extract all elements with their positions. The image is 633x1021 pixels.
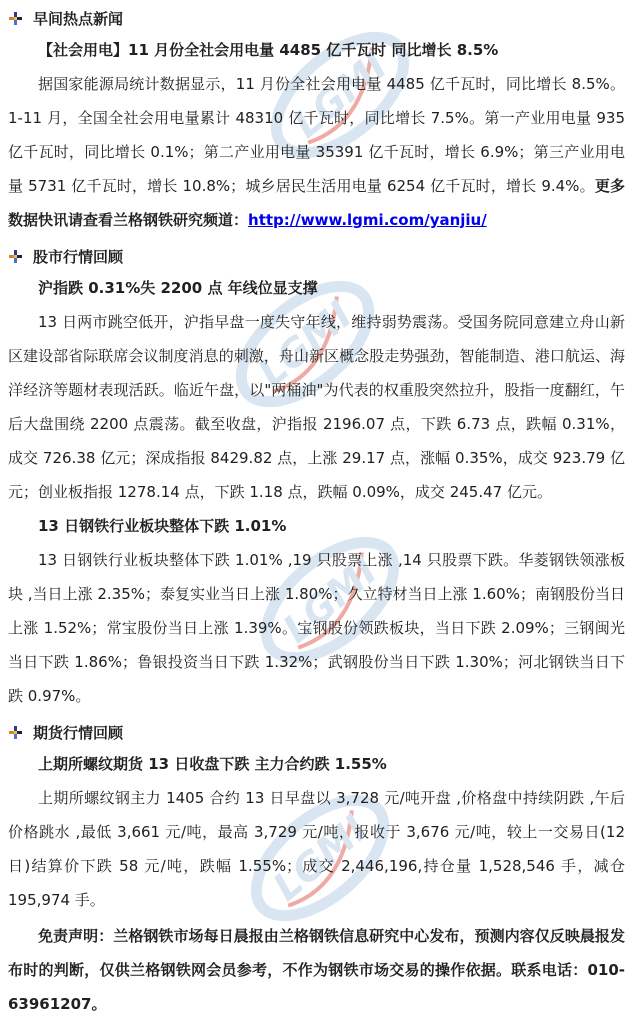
paragraph-electricity-text: 据国家能源局统计数据显示，11 月份全社会用电量 4485 亿千瓦时，同比增长 8.5%。1-11 月，全国全社会用电量累计 48310 亿千瓦时，同比增长 7.5%。第一产业用电量 935 亿千瓦时，同比增长 0.1%；第二产业用电量 35391 亿千瓦时，增长 6.9%；第三产业用电量 5731 亿千瓦时，增长 10.8%；城乡居民生活用电量 6254 亿千瓦时，增长 9.4%。 (8, 75, 625, 195)
section-header-stock-review (8, 241, 625, 271)
plus-bullet-icon (9, 12, 22, 25)
section-header-morning-news (8, 3, 625, 33)
subhead-shanghai-index: 沪指跌 0.31%失 2200 点 年线位显支撑 (38, 279, 318, 297)
subhead-steel-sector: 13 日钢铁行业板块整体下跌 1.01% (38, 517, 287, 535)
paragraph-electricity (8, 67, 625, 237)
lgmi-watermark-text: LGMI (284, 43, 396, 147)
lgmi-watermark-text: LGMI (249, 292, 361, 396)
section-header-futures-review (8, 717, 625, 747)
paragraph-steel-sector: 13 日钢铁行业板块整体下跌 1.01% ,19 只股票上涨 ,14 只股票下跌。华菱钢铁领涨板块 ,当日上涨 2.35%；泰复实业当日上涨 1.80%；久立特材当日上涨 1.60%；南钢股份当日上涨 1.52%；常宝股份当日上涨 1.39%。宝钢股份领跌板块，当日下跌 2.09%；三钢闽光当日下跌 1.86%；鲁银投资当日下跌 1.32%；武钢股份当日下跌 1.30%；河北钢铁当日下跌 0.97%。 (8, 551, 625, 705)
lgmi-watermark-text: LGMI (264, 806, 376, 910)
lgmi-watermark-text: LGMI (274, 548, 386, 652)
section-title: 早间热点新闻 (33, 9, 124, 28)
lgmi-research-link[interactable]: http://www.lgmi.com/yanjiu/ (248, 211, 487, 229)
section-title: 期货行情回顾 (33, 723, 124, 742)
section-title: 股市行情回顾 (33, 247, 124, 266)
disclaimer-paragraph: 免责声明：兰格钢铁市场每日晨报由兰格钢铁信息研究中心发布，预测内容仅反映晨报发布时的判断，仅供兰格钢铁网会员参考，不作为钢铁市场交易的操作依据。联系电话：010-63961207。 (8, 927, 625, 1013)
plus-bullet-icon (9, 250, 22, 263)
more-data-label: 更多数据快讯请查看兰格钢铁研究频道： (8, 177, 625, 229)
plus-bullet-icon (9, 726, 22, 739)
paragraph-rebar-futures: 上期所螺纹钢主力 1405 合约 13 日早盘以 3,728 元/吨开盘 ,价格盘中持续阴跌 ,午后价格跳水 ,最低 3,661 元/吨，最高 3,729 元/吨，报收于 3,676 元/吨，较上一交易日(12 日)结算价下跌 58 元/吨，跌幅 1.55%；成交 2,446,196,持仓量 1,528,546 手，减仓 195,974 手。 (8, 789, 625, 909)
subhead-rebar-futures: 上期所螺纹期货 13 日收盘下跌 主力合约跌 1.55% (38, 755, 387, 773)
article-title-electricity: 【社会用电】11 月份全社会用电量 4485 亿千瓦时 同比增长 8.5% (38, 41, 499, 59)
paragraph-shanghai-index: 13 日两市跳空低开，沪指早盘一度失守年线，维持弱势震荡。受国务院同意建立舟山新区建设部省际联席会议制度消息的刺激，舟山新区概念股走势强劲，智能制造、港口航运、海洋经济等题材表现活跃。临近午盘，以"两桶油"为代表的权重股突然拉升，股指一度翻红，午后大盘围绕 2200 点震荡。截至收盘，沪指报 2196.07 点，下跌 6.73 点，跌幅 0.31%，成交 726.38 亿元；深成指报 8429.82 点，上涨 29.17 点，涨幅 0.35%，成交 923.79 亿元；创业板指报 1278.14 点，下跌 1.18 点，跌幅 0.09%，成交 245.47 亿元。 (8, 313, 625, 501)
